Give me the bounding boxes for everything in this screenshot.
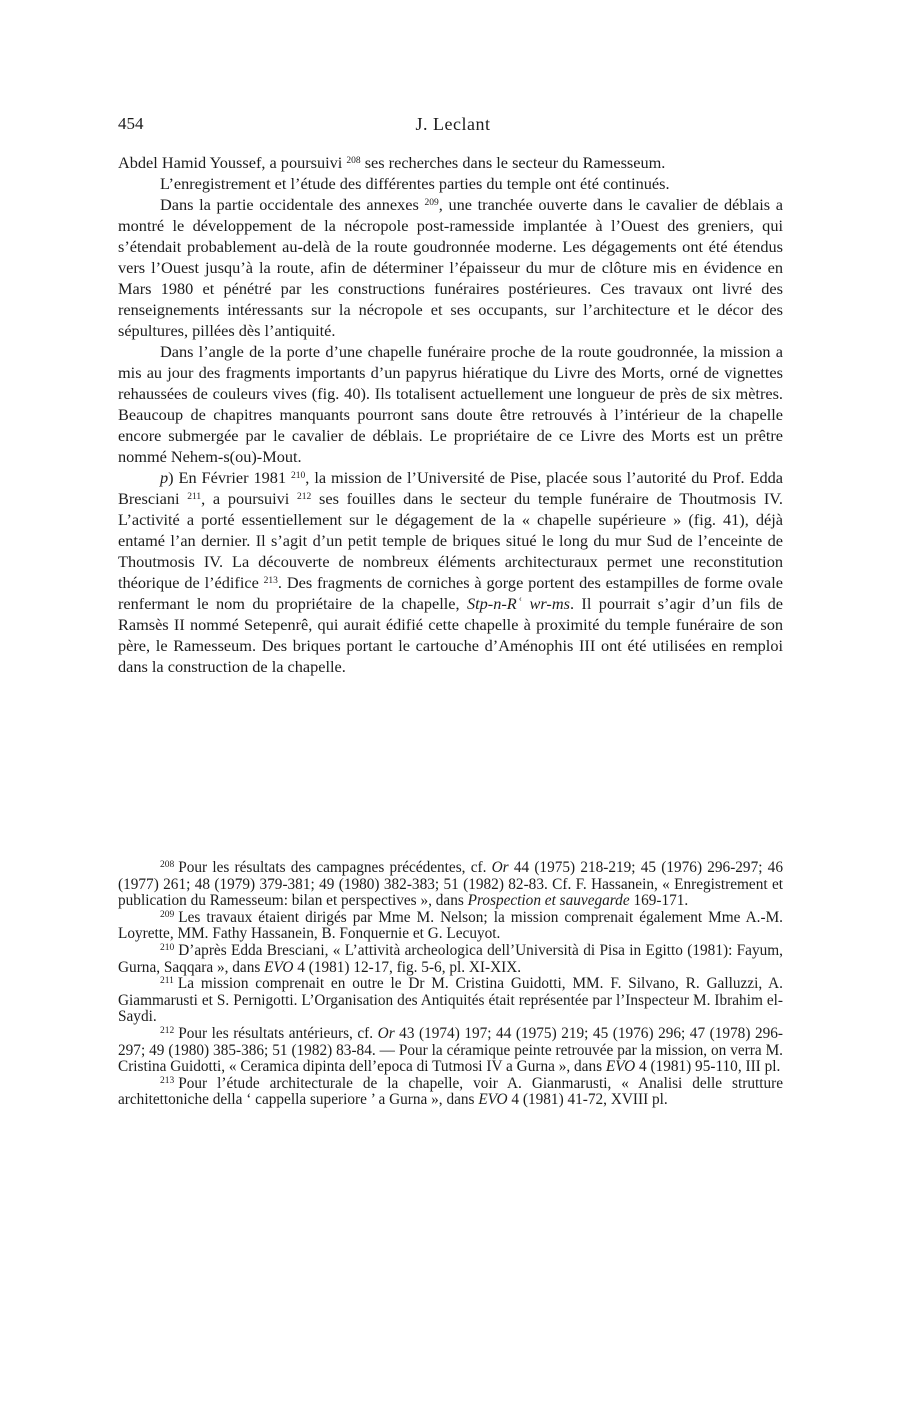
footnotes [118, 860, 783, 1109]
body-text [118, 152, 783, 677]
text-run: , a poursuivi [201, 489, 298, 508]
page-header [118, 114, 788, 142]
text-run: ) En Février 1981 [168, 468, 292, 487]
footnote-ref: 212 [297, 492, 312, 502]
text-run: 44 (1975) 218-219; 45 (1976) 296-297; 46 (1977) 261; 48 (1979) 379-381; 49 (1980) 382-383; 51 (1982) 82-83. Cf. F. Hassanein, « Enregistrement et publication du Ramesseum: bilan et perspectives », dans [118, 859, 783, 910]
text-run: 43 (1974) 197; 44 (1975) 219; 45 (1976) 296; 47 (1978) 296-297; 49 (1980) 385-386; 51 (1982) 83-84. — Pour la céramique peinte retrouvée par la mission, on verra M. Cristina Guidotti, « Ceramica dipinta dell’epoca di Tutmosi IV a Gurna », dans [118, 1024, 783, 1076]
footnote-number: 213 [160, 1075, 175, 1086]
footnote-ref: 209 [424, 198, 439, 208]
paragraph [118, 194, 783, 341]
text-run: Dans la partie occidentale des annexes [160, 195, 425, 214]
text-run: , la mission de l’Université de Pise, placée sous l’autorité du Prof. Edda Bresciani [118, 468, 783, 508]
text-run: 169-171. [629, 892, 689, 910]
paragraph [118, 173, 783, 194]
text-run: Dans l’angle de la porte d’une chapelle funéraire proche de la route goudronnée, la mission a mis au jour des fragments importants d’un papyrus hiératique du Livre des Morts, orné de vignettes rehaussées de couleurs vives (fig. 40). Ils totalisent actuellement une longueur de près de six mètres. Beaucoup de chapitres manquants pourront sans doute être retrouvés à l’intérieur de la chapelle encore submergée par le cavalier de déblais. Le propriétaire de ce Livre des Morts est un prêtre nommé Nehem-s(ou)-Mout. [118, 342, 783, 466]
text-run: 4 (1981) 41-72, XVIII pl. [507, 1091, 668, 1109]
footnote [118, 860, 783, 910]
text-run: Pour les résultats des campagnes précédentes, cf. [178, 859, 492, 876]
italic-text: Prospection et sauvegarde [467, 892, 630, 910]
text-run: , une tranchée ouverte dans le cavalier de déblais a montré le développement de la nécropole post-ramesside implantée à l’Ouest des greniers, qui s’étendait probablement au-delà de la route goudronnée moderne. Les dégagements ont été étendus vers l’Ouest jusqu’à la route, afin de déterminer l’épaisseur du mur de clôture mis en évidence en Mars 1980 et pénétré par les constructions funéraires postérieures. Ces travaux ont livré des renseignements intéressants sur la nécropole et ses occupants, sur l’architecture et le décor des sépultures, pillées dès l’antiquité. [118, 195, 783, 340]
footnote-number: 210 [160, 942, 175, 953]
footnote-number: 211 [160, 976, 174, 987]
footnote [118, 943, 783, 976]
text-run: ses fouilles dans le secteur du temple funéraire de Thoutmosis IV. L’activité a porté essentiellement sur le dégagement de la « chapelle supérieure » (fig. 41), déjà entamé l’an dernier. Il s’agit d’un petit temple de briques situé le long du mur Sud de l’enceinte de Thoutmosis IV. La découverte de nombreux éléments architecturaux permet une reconstitution théorique de l’édifice [118, 489, 783, 592]
footnote-number: 212 [160, 1025, 175, 1036]
footnote [118, 976, 783, 1026]
footnote-ref: 210 [291, 471, 306, 481]
footnote-ref: 211 [187, 492, 202, 502]
text-run: 4 (1981) 95-110, III pl. [635, 1058, 781, 1076]
text-run: . Il pourrait s’agir d’un fils de Ramsès II nommé Setepenrê, qui aurait édifié cette chapelle à proximité du temple funéraire de son père, le Ramesseum. Des briques portant le cartouche d’Aménophis III ont été utilisées en remploi dans la construction de la chapelle. [118, 594, 783, 676]
text-run: D’après Edda Bresciani, « L’attività archeologica dell’Università di Pisa in Egitto (1981): Fayum, Gurna, Saqqara », dans [118, 941, 783, 976]
text-run: L’enregistrement et l’étude des différentes parties du temple ont été continués. [160, 174, 670, 193]
text-run: La mission comprenait en outre le Dr M. Cristina Guidotti, MM. F. Silvano, R. Galluzzi, A. Giammarusti et S. Pernigotti. L’Organisation des Antiquités était représentée par l’Inspecteur M. Ibrahim el-Saydi. [118, 975, 783, 1026]
text-run: Pour l’étude architecturale de la chapelle, voir A. Gianmarusti, « Analisi delle strutture architettoniche della ‘ cappella superiore ’ a Gurna », dans [118, 1074, 783, 1109]
italic-text: EVO [264, 958, 294, 976]
running-head: J. Leclant [415, 114, 491, 134]
italic-text: Or [491, 859, 509, 876]
footnote [118, 1026, 783, 1076]
paragraph [118, 152, 783, 173]
text-run: Pour les résultats antérieurs, cf. [178, 1024, 378, 1042]
text-run: 4 (1981) 12-17, fig. 5-6, pl. XI-XIX. [293, 958, 522, 976]
footnote-number: 208 [160, 860, 175, 870]
italic-text: EVO [478, 1091, 508, 1109]
text-run: . Des fragments de corniches à gorge portent des estampilles de forme ovale renfermant le nom du propriétaire de la chapelle, [118, 573, 783, 613]
footnote-ref: 213 [263, 576, 278, 586]
italic-text: p [160, 468, 169, 487]
italic-text: Stp-n-Rʿ wr-ms [466, 594, 570, 613]
italic-text: EVO [605, 1058, 636, 1076]
italic-text: Or [377, 1024, 395, 1042]
footnote-ref: 208 [346, 156, 361, 166]
text-run: Abdel Hamid Youssef, a poursuivi [118, 153, 347, 172]
footnote [118, 1076, 783, 1109]
page-number: 454 [118, 114, 144, 133]
text-run: ses recherches dans le secteur du Ramesseum. [360, 153, 666, 172]
footnote-number: 209 [160, 909, 175, 920]
paragraph [118, 341, 783, 467]
footnote [118, 910, 783, 943]
text-run: Les travaux étaient dirigés par Mme M. Nelson; la mission comprenait également Mme A.-M. Loyrette, MM. Fathy Hassanein, B. Fonquernie et G. Lecuyot. [118, 908, 783, 943]
paragraph [118, 467, 783, 677]
